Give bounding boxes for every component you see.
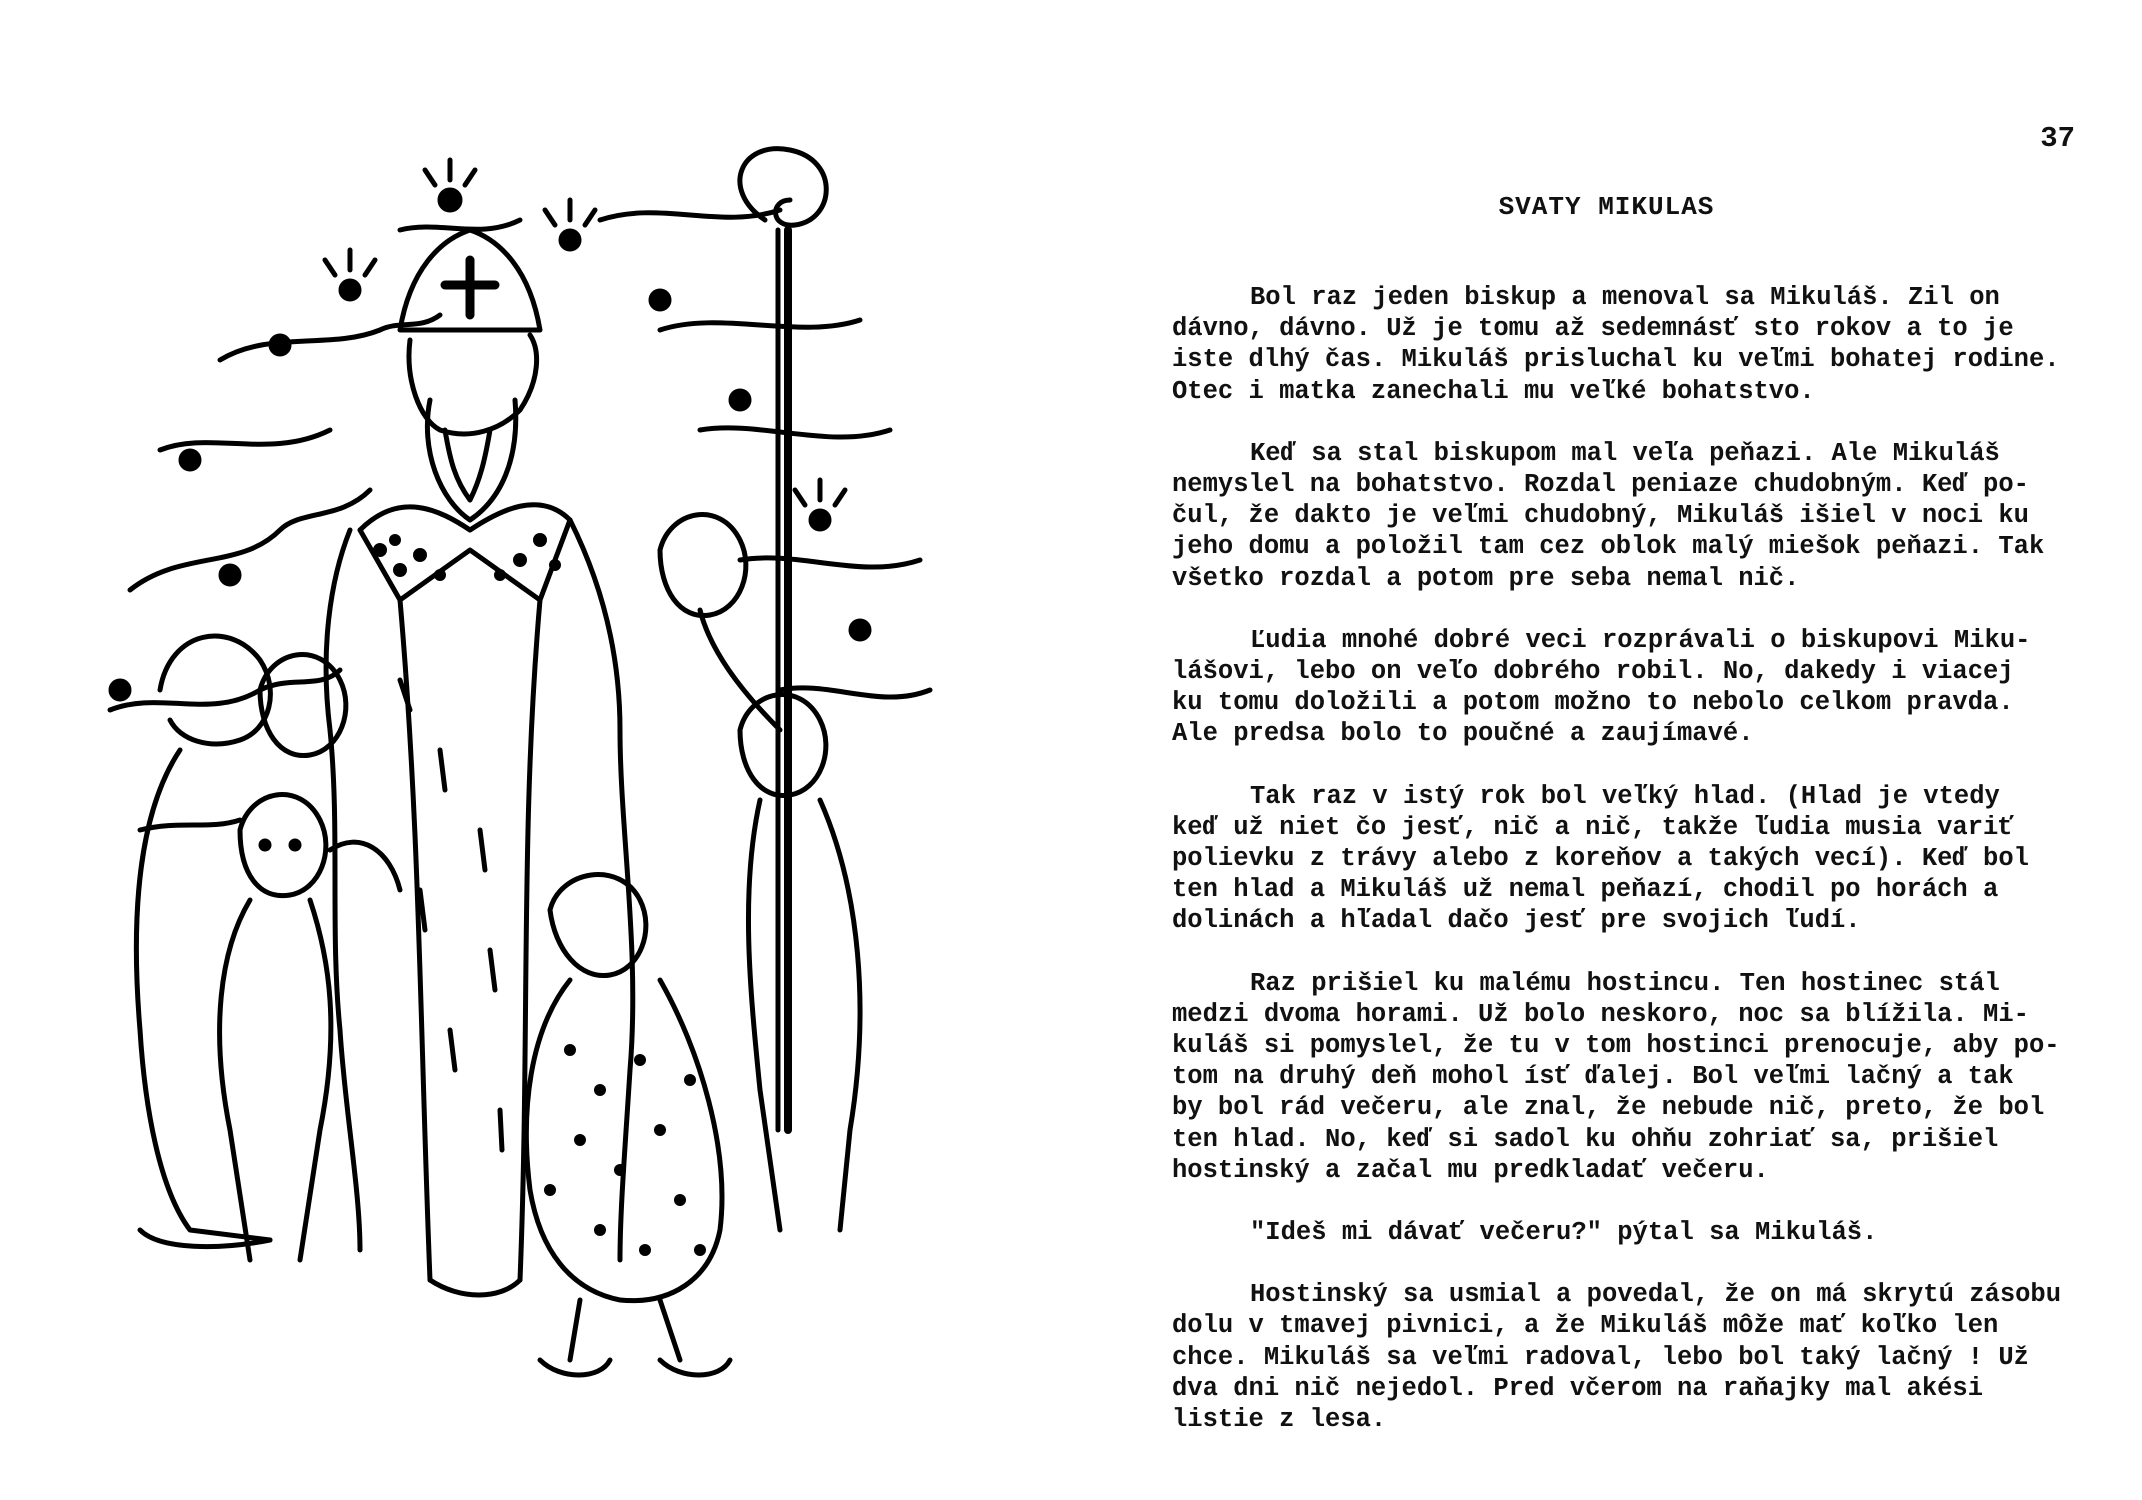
text-line: kuláš si pomyslel, že tu v tom hostinci prenocuje, aby po- — [1172, 1031, 2060, 1061]
text-line: ten hlad. No, keď si sadol ku ohňu zohriať sa, prišiel — [1172, 1124, 1999, 1154]
text-line: Bol raz jeden biskup a menoval sa Mikuláš. Zil on — [1250, 283, 2000, 312]
text-line: nemyslel na bohatstvo. Rozdal peniaze chudobným. Keď po- — [1172, 470, 2029, 500]
paragraph — [1172, 968, 2072, 1186]
text-line: hostinský a začal mu predkladať večeru. — [1172, 1155, 1769, 1185]
text-line: Hostinský sa usmial a povedal, že on má skrytú zásobu — [1250, 1280, 2062, 1310]
text-line: dolinách a hľadal dačo jesť pre svojich ľudí. — [1172, 906, 1861, 936]
fir-branches — [110, 210, 930, 830]
text-line: tom na druhý deň mohol ísť ďalej. Bol veľmi lačný a tak — [1172, 1062, 2014, 1092]
children-figures — [136, 515, 860, 1375]
text-line: Keď sa stal biskupom mal veľa peňazi. Ale Mikuláš — [1250, 438, 2000, 468]
text-line: Otec i matka zanechali mu veľké bohatstvo. — [1172, 376, 1815, 406]
text-line: ku tomu doložili a potom možno to nebolo celkom pravda. — [1172, 688, 2014, 718]
text-line: dávno, dávno. Už je tomu až sedemnásť sto rokov a to je — [1172, 314, 2014, 344]
text-line: všetko rozdal a potom pre seba nemal nič. — [1172, 563, 1800, 593]
polka-dot-stole — [373, 533, 561, 581]
paragraph — [1172, 438, 2072, 594]
text-line: chce. Mikuláš sa veľmi radoval, lebo bol taký lačný ! Už — [1172, 1342, 2029, 1372]
saint-nicholas-illustration — [100, 130, 980, 1400]
story-title: SVATY MIKULAS — [1498, 192, 1715, 222]
text-line: lášovi, lebo on veľo dobrého robil. No, dakedy i viacej — [1172, 657, 2014, 687]
paragraph — [1172, 282, 2072, 407]
bishop-mitre — [400, 230, 540, 330]
story-body — [1172, 282, 2072, 1466]
text-line: keď už niet čo jesť, nič a nič, takže ľudia musia variť — [1172, 812, 2014, 842]
text-line: Ľudia mnohé dobré veci rozprávali o biskupovi Miku- — [1250, 625, 2031, 655]
paragraph — [1172, 625, 2072, 750]
paragraph — [1172, 1279, 2072, 1435]
text-line: čul, že dakto je veľmi chudobný, Mikuláš išiel v noci ku — [1172, 501, 2029, 531]
text-line: medzi dvoma horami. Už bolo neskoro, noc sa blížila. Mi- — [1172, 999, 2029, 1029]
text-line: ten hlad a Mikuláš už nemal peňazí, chodil po horách a — [1172, 875, 1999, 905]
text-line: dolu v tmavej pivnici, a že Mikuláš môže mať koľko len — [1172, 1311, 1999, 1341]
paragraph — [1172, 781, 2072, 937]
text-line: iste dlhý čas. Mikuláš prisluchal ku veľmi bohatej rodine. — [1172, 345, 2060, 375]
text-line: "Ideš mi dávať večeru?" pýtal sa Mikuláš. — [1250, 1218, 1878, 1248]
text-line: jeho domu a položil tam cez oblok malý miešok peňazi. Tak — [1172, 532, 2045, 562]
text-line: Raz prišiel ku malému hostincu. Ten hostinec stál — [1250, 968, 2000, 998]
text-line: polievku z trávy alebo z koreňov a takých vecí). Keď bol — [1172, 844, 2029, 874]
text-line: dva dni nič nejedol. Pred včerom na raňajky mal akési — [1172, 1373, 1984, 1403]
page-number: 37 — [2040, 122, 2075, 155]
text-line: listie z lesa. — [1172, 1405, 1387, 1435]
paragraph — [1172, 1217, 2072, 1248]
text-line: Tak raz v istý rok bol veľký hlad. (Hlad je vtedy — [1250, 781, 2000, 811]
bishop-figure — [326, 335, 633, 1295]
text-line: by bol rád večeru, ale znal, že nebude nič, preto, že bol — [1172, 1093, 2045, 1123]
text-line: Ale predsa bolo to poučné a zaujímavé. — [1172, 719, 1754, 749]
right-page — [1071, 0, 2142, 1500]
